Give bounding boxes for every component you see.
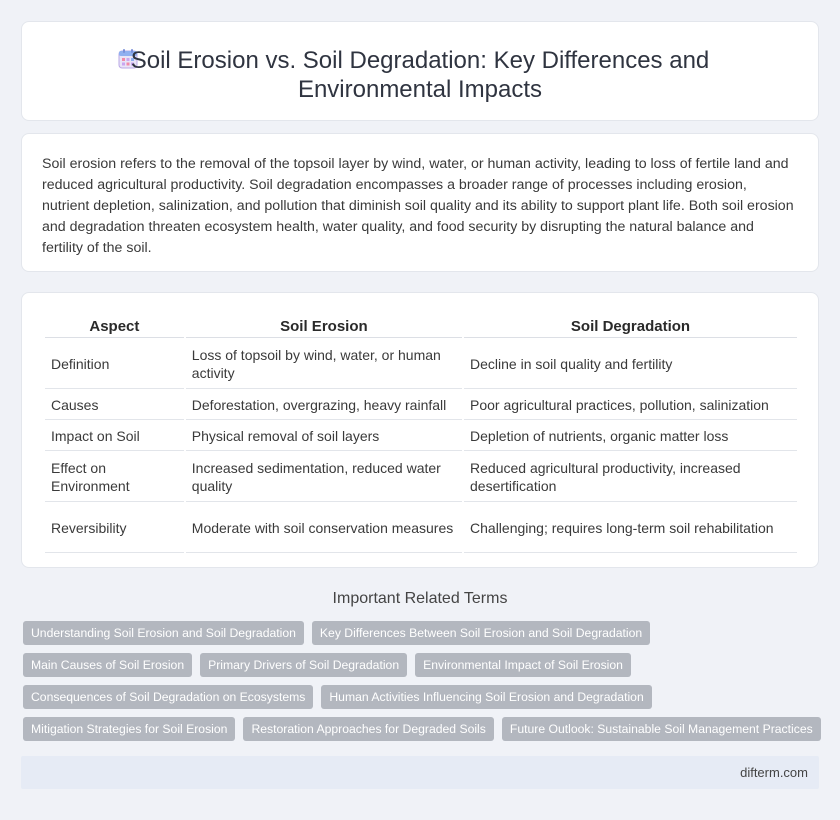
table-cell: Causes (45, 391, 184, 420)
related-term-tag[interactable]: Consequences of Soil Degradation on Ecosystems (23, 685, 313, 709)
related-term-tag[interactable]: Environmental Impact of Soil Erosion (415, 653, 631, 677)
related-term-tag[interactable]: Main Causes of Soil Erosion (23, 653, 192, 677)
related-term-tag[interactable]: Human Activities Influencing Soil Erosion and Degradation (321, 685, 651, 709)
table-cell: Moderate with soil conservation measures (186, 504, 462, 553)
title-card (21, 21, 819, 121)
comparison-table-card (21, 292, 819, 568)
footer-site-link[interactable]: difterm.com (740, 765, 808, 780)
table-row (45, 504, 797, 553)
related-term-tag[interactable]: Restoration Approaches for Degraded Soils (243, 717, 493, 741)
table-row (45, 453, 797, 502)
table-cell: Reduced agricultural productivity, increased desertification (464, 453, 797, 502)
table-cell: Depletion of nutrients, organic matter loss (464, 422, 797, 451)
table-cell: Decline in soil quality and fertility (464, 340, 797, 389)
table-cell: Challenging; requires long-term soil rehabilitation (464, 504, 797, 553)
table-cell: Physical removal of soil layers (186, 422, 462, 451)
comparison-table (43, 313, 799, 555)
related-terms-list (23, 621, 823, 741)
header-aspect: Aspect (45, 315, 184, 338)
table-cell: Poor agricultural practices, pollution, salinization (464, 391, 797, 420)
table-header-row (45, 315, 797, 338)
related-term-tag[interactable]: Mitigation Strategies for Soil Erosion (23, 717, 235, 741)
table-row (45, 340, 797, 389)
related-term-tag[interactable]: Understanding Soil Erosion and Soil Degradation (23, 621, 304, 645)
related-terms-heading: Important Related Terms (332, 590, 508, 607)
header-soil-degradation: Soil Degradation (464, 315, 797, 338)
table-cell: Impact on Soil (45, 422, 184, 451)
header-soil-erosion: Soil Erosion (186, 315, 462, 338)
table-cell: Deforestation, overgrazing, heavy rainfall (186, 391, 462, 420)
related-term-tag[interactable]: Primary Drivers of Soil Degradation (200, 653, 407, 677)
intro-paragraph: Soil erosion refers to the removal of the topsoil layer by wind, water, or human activity, leading to loss of fertile land and reduced agricultural productivity. Soil degradation encompasses a broader range of processes including erosion, nutrient depletion, salinization, and pollution that diminish soil quality and its ability to support plant life. Both soil erosion and degradation threaten ecosystem health, water quality, and food security by disrupting the natural balance and fertility of the soil. (42, 156, 794, 256)
page-title: Soil Erosion vs. Soil Degradation: Key Differences and Environmental Impacts (130, 47, 710, 103)
footer (21, 756, 819, 789)
table-row (45, 391, 797, 420)
related-term-tag[interactable]: Future Outlook: Sustainable Soil Management Practices (502, 717, 821, 741)
table-cell: Reversibility (45, 504, 184, 553)
table-cell: Definition (45, 340, 184, 389)
table-cell: Loss of topsoil by wind, water, or human activity (186, 340, 462, 389)
table-cell: Increased sedimentation, reduced water quality (186, 453, 462, 502)
table-row (45, 422, 797, 451)
intro-card (21, 133, 819, 272)
table-cell: Effect on Environment (45, 453, 184, 502)
related-term-tag[interactable]: Key Differences Between Soil Erosion and Soil Degradation (312, 621, 650, 645)
